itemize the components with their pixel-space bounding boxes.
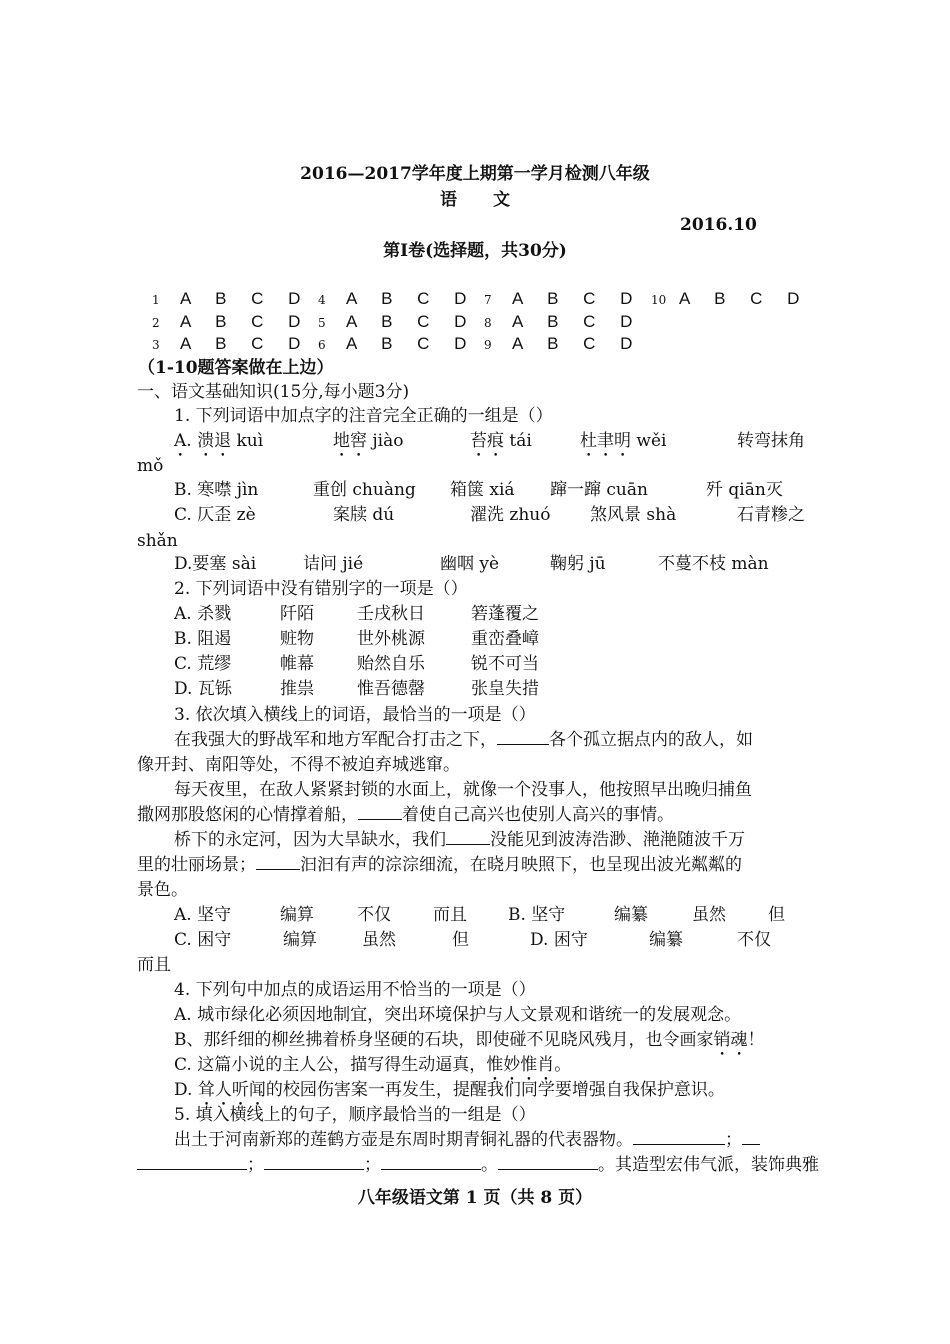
q1-option-b-3: 箱箧 xiá (450, 480, 515, 500)
q3-passage-3b: 里的壮丽场景； 汩汩有声的淙淙细流，在晓月映照下，也呈现出波光粼粼的 (137, 855, 742, 875)
blank-4[interactable] (256, 854, 300, 870)
q1-option-d: D.要塞 sài (174, 554, 257, 574)
answer-row-8[interactable]: 8 A B C D (484, 312, 643, 331)
answer-row-9[interactable]: 9 A B C D (484, 334, 643, 353)
q2-option-a-1: A. 杀戮 (174, 604, 232, 624)
q1-option-a-5: 转弯抹角 (737, 431, 805, 451)
exam-title: 2016—2017学年度上期第一学月检测八年级 (300, 164, 650, 184)
subject-title: 语 文 (440, 190, 510, 210)
q5-line-1: 出土于河南新郑的莲鹤方壶是东周时期青铜礼器的代表器物。 ； (174, 1129, 760, 1151)
q2-option-a-2: 阡陌 (280, 604, 314, 624)
q4-option-c: C. 这篇小说的主人公，描写得生动逼真，惟妙惟肖。 (174, 1055, 572, 1075)
q2-option-b-3: 世外桃源 (357, 629, 425, 649)
q5-line-2: ； ； 。 。其造型宏伟气派，装饰典雅 (137, 1154, 819, 1176)
q1-option-b: B. 寒噤 jìn (174, 480, 259, 500)
q3-passage-1b: 像开封、南阳等处，不得不被迫弃城逃窜。 (137, 755, 460, 775)
q1-option-d-2: 诘问 jié (303, 554, 364, 574)
q2-option-b-4: 重峦叠嶂 (471, 629, 539, 649)
q3-opt-c1: C. 困守 (174, 930, 232, 950)
q1-option-a-3: 苔痕 tái (470, 431, 532, 451)
q2-option-d-2: 推祟 (280, 679, 314, 699)
q5-blank-4[interactable] (381, 1154, 481, 1170)
q3-passage-3c: 景色。 (137, 880, 188, 900)
q5-blank-5[interactable] (498, 1154, 598, 1170)
q1-option-c-5: 石青糁之 (737, 505, 805, 525)
q1-option-a-wrap: mǒ (137, 456, 164, 476)
q1-option-d-4: 鞠躬 jū (550, 554, 606, 574)
q1-option-a-4: 杜聿明 wěi (580, 431, 667, 451)
q1-option-d-5: 不蔓不枝 màn (658, 554, 769, 574)
q1-option-c-3: 濯洗 zhuó (470, 505, 551, 525)
q2-option-c-3: 贻然自乐 (357, 654, 425, 674)
q3-opt-a2: 编算 (280, 905, 314, 925)
q1-option-d-3: 幽咽 yè (440, 554, 500, 574)
q3-opt-c2: 编算 (283, 930, 317, 950)
q2-option-b-1: B. 阻遏 (174, 629, 232, 649)
q1-option-c-wrap: shǎn (137, 531, 178, 551)
q3-opt-b1: B. 坚守 (508, 905, 566, 925)
q3-opt-d3: 不仅 (737, 930, 771, 950)
q3-opt-d2: 编纂 (649, 930, 683, 950)
question-4-stem: 4. 下列句中加点的成语运用不恰当的一项是（） (174, 980, 536, 1000)
q2-option-d-3: 惟吾德罄 (357, 679, 425, 699)
q3-opt-d-wrap: 而且 (137, 955, 171, 975)
question-3-stem: 3. 依次填入横线上的词语，最恰当的一项是（） (174, 705, 536, 725)
q2-option-d-4: 张皇失措 (471, 679, 539, 699)
volume-title: 第Ⅰ卷(选择题，共30分) (383, 241, 567, 261)
q4-option-d: D. 耸人听闻的校园伤害案一再发生，提醒我们同学要增强自我保护意识。 (174, 1080, 725, 1100)
q3-opt-c3: 虽然 (362, 930, 396, 950)
q4-option-b: B、那纤细的柳丝拂着桥身坚硬的石块，即使碰不见晓风残月，也令画家销魂！ (174, 1030, 765, 1050)
q1-option-a-2: 地窖 jiào (333, 431, 404, 451)
answer-row-5[interactable]: 5 A B C D (318, 312, 477, 331)
q2-option-b-2: 赃物 (280, 629, 314, 649)
answer-row-3[interactable]: 3 A B C D (152, 334, 311, 353)
blank-1[interactable] (497, 729, 549, 745)
q3-passage-2b: 撒网那股悠闲的心情撑着船， 着使自己高兴也使别人高兴的事情。 (137, 805, 674, 825)
q3-opt-b4: 但 (768, 905, 785, 925)
q1-option-b-2: 重创 chuàng (313, 480, 416, 500)
exam-date: 2016.10 (680, 215, 757, 235)
q2-option-c-2: 帷幕 (280, 654, 314, 674)
q1-option-b-4: 蹿一蹿 cuān (550, 480, 648, 500)
q2-option-c-4: 锐不可当 (471, 654, 539, 674)
answer-row-6[interactable]: 6 A B C D (318, 334, 477, 353)
q2-option-a-3: 壬戌秋日 (357, 604, 425, 624)
q3-opt-c4: 但 (452, 930, 469, 950)
answer-row-10[interactable]: 10 A B C D (651, 289, 810, 308)
q5-blank-3[interactable] (264, 1154, 364, 1170)
q3-opt-b2: 编纂 (614, 905, 648, 925)
q1-option-c-4: 煞风景 shà (590, 505, 677, 525)
q5-blank-2a[interactable] (742, 1129, 760, 1145)
question-1-stem: 1. 下列词语中加点字的注音完全正确的一组是（） (174, 406, 553, 426)
q3-opt-a3: 不仅 (357, 905, 391, 925)
q4-option-a: A. 城市绿化必须因地制宜，突出环境保护与人文景观和谐统一的发展观念。 (174, 1005, 742, 1025)
answer-row-1[interactable]: 1 A B C D (152, 289, 311, 308)
q3-opt-b3: 虽然 (692, 905, 726, 925)
q5-blank-1[interactable] (633, 1129, 725, 1145)
section-heading: 一、语文基础知识(15分,每小题3分) (137, 382, 410, 402)
page-footer: 八年级语文第 1 页（共 8 页） (357, 1188, 593, 1208)
q1-option-c-2: 案牍 dú (333, 505, 395, 525)
q2-option-c-1: C. 荒缪 (174, 654, 232, 674)
q3-opt-a1: A. 坚守 (174, 905, 232, 925)
q2-option-a-4: 箬蓬覆之 (471, 604, 539, 624)
question-5-stem: 5. 填入横线上的句子，顺序最恰当的一组是（） (174, 1105, 536, 1125)
answer-row-2[interactable]: 2 A B C D (152, 312, 311, 331)
q2-option-d-1: D. 瓦铄 (174, 679, 232, 699)
q3-passage-2a: 每天夜里，在敌人紧紧封锁的水面上，就像一个没事人，他按照早出晚归捕鱼 (174, 780, 752, 800)
blank-2[interactable] (358, 804, 402, 820)
answer-row-4[interactable]: 4 A B C D (318, 289, 477, 308)
q3-passage-1a: 在我强大的野战军和地方军配合打击之下， 各个孤立据点内的敌人，如 (174, 730, 753, 750)
q1-option-c: C. 仄歪 zè (174, 505, 256, 525)
question-2-stem: 2. 下列词语中没有错别字的一项是（） (174, 579, 468, 599)
blank-3[interactable] (446, 829, 490, 845)
q3-opt-a4: 而且 (433, 905, 467, 925)
q1-option-b-5: 歼 qiān灭 (706, 480, 783, 500)
q1-option-a: A. 溃退 kuì (174, 431, 264, 451)
answer-note: （1-10题答案做在上边） (138, 358, 334, 378)
q5-blank-2b[interactable] (137, 1154, 247, 1170)
answer-row-7[interactable]: 7 A B C D (484, 289, 643, 308)
q3-opt-d1: D. 困守 (530, 930, 588, 950)
q3-passage-3a: 桥下的永定河，因为大旱缺水，我们 没能见到波涛浩渺、滟滟随波千万 (174, 830, 745, 850)
